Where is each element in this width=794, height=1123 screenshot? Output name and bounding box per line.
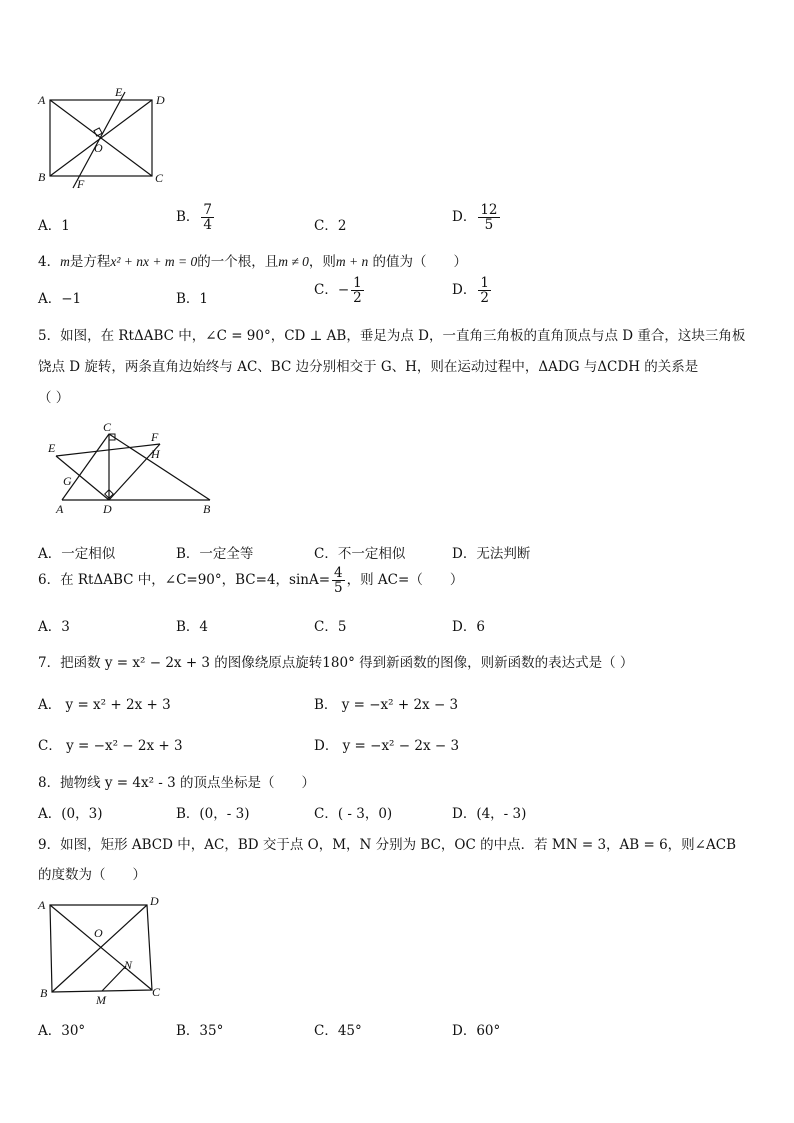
q3-option-d-den: 5 [484,217,494,234]
q8-question: 8．抛物线 y = 4x² - 3 的顶点坐标是（ ） [38,775,316,791]
q9-label-n: N [124,958,133,972]
q6-option-c: C．5 [314,619,347,635]
q3-label-d: D [156,93,165,107]
q3-label-e: E [115,85,123,99]
q5-option-c: C．不一定相似 [314,546,406,562]
q7-option-d: D． y = −x² − 2x − 3 [314,738,460,754]
q4-option-d-den: 2 [480,290,489,307]
q5-label-e: E [48,441,56,455]
q4-equation: x² + nx + m = 0 [110,254,198,269]
q4-text4: 的值为（ ） [368,254,468,270]
q9-line-2: 的度数为（ ） [38,867,146,883]
q9-label-m: M [96,993,106,1007]
q4-option-c-prefix: C．− [314,282,350,299]
q4-condition: m ≠ 0 [278,254,309,269]
q5-label-f: F [151,430,159,444]
q5-option-d: D．无法判断 [452,546,531,562]
q4-option-a: A．−1 [38,291,82,307]
q9-segment-mn [102,966,126,991]
q7-option-c: C． y = −x² − 2x + 3 [38,738,183,754]
q4-text2: 的一个根，且 [197,254,279,270]
q4-text1: 是方程 [69,254,111,270]
q6-option-a: A．3 [38,619,70,635]
q3-option-c: C．2 [314,218,347,234]
q6-option-b: B．4 [176,619,209,635]
q3-label-a: A [38,93,46,107]
q9-option-a: A．30° [38,1023,86,1039]
q6-num: 4 [334,565,343,581]
q8-option-d: D．(4，- 3) [452,806,527,822]
q5-label-b: B [203,502,211,516]
q4-option-c-num: 1 [353,275,362,291]
q8-option-a: A．(0，3) [38,806,103,822]
q8-option-c: C．( - 3，0) [314,806,393,822]
q5-label-a: A [56,502,64,516]
q3-label-c: C [155,171,164,185]
q3-option-b-num: 7 [203,202,213,218]
q3-option-a: A．1 [38,218,70,234]
q5-option-b: B．一定全等 [176,546,254,562]
q5-label-g: G [63,474,72,488]
q3-option-b-den: 4 [203,217,213,234]
q6-post: ，则 AC=（ ） [346,572,464,589]
q9-label-o: O [94,926,103,940]
q5-line-2: 饶点 D 旋转，两条直角边始终与 AC、BC 边分别相交于 G、H，则在运动过程中，ΔADG 与ΔCDH 的关系是 [38,359,699,375]
q4-text3: ，则 [308,254,336,270]
q9-label-d: D [150,894,159,908]
q3-option-d-prefix: D． [452,209,477,226]
q3-option-b-prefix: B． [176,209,200,226]
q4-number: 4． [38,254,61,270]
q6-pre: 6．在 RtΔABC 中，∠C=90°，BC=4，sinA= [38,572,331,589]
q4-m: m [60,254,70,269]
q4-expression: m + n [335,254,369,269]
q5-label-h: H [151,447,160,461]
q9-label-a: A [38,898,46,912]
q9-label-c: C [152,985,161,999]
q5-line-1: 5．如图，在 RtΔABC 中，∠C = 90°，CD ⊥ AB，垂足为点 D，一直角三角板的直角顶点与点 D 重合，这块三角板 [38,328,746,344]
q7-question: 7．把函数 y = x² − 2x + 3 的图像绕原点旋转180° 得到新函数的图像，则新函数的表达式是（ ） [38,655,634,671]
q5-option-a: A．一定相似 [38,546,116,562]
q9-label-b: B [40,986,48,1000]
q3-label-b: B [38,170,46,184]
q3-option-d-num: 12 [480,202,498,218]
q5-line-3: （ ） [38,390,70,406]
q9-option-b: B．35° [176,1023,224,1039]
q3-label-o: O [94,141,103,155]
q9-option-c: C．45° [314,1023,362,1039]
q8-option-b: B．(0，- 3) [176,806,250,822]
q4-option-d-num: 1 [480,275,489,291]
q5-label-d: D [103,502,112,516]
q4-option-c-den: 2 [353,290,362,307]
q6-option-d: D．6 [452,619,485,635]
q5-label-c: C [103,420,112,434]
q3-label-f: F [77,177,85,191]
q9-option-d: D．60° [452,1023,501,1039]
q7-option-b: B． y = −x² + 2x − 3 [314,697,459,713]
q7-option-a: A． y = x² + 2x + 3 [38,697,171,713]
q9-line-1: 9．如图，矩形 ABCD 中，AC，BD 交于点 O，M，N 分别为 BC，OC 的中点．若 MN = 3，AB = 6，则∠ACB [38,837,736,853]
q6-den: 5 [334,580,343,597]
q4-option-b: B．1 [176,291,209,307]
q4-option-d-prefix: D． [452,282,477,299]
